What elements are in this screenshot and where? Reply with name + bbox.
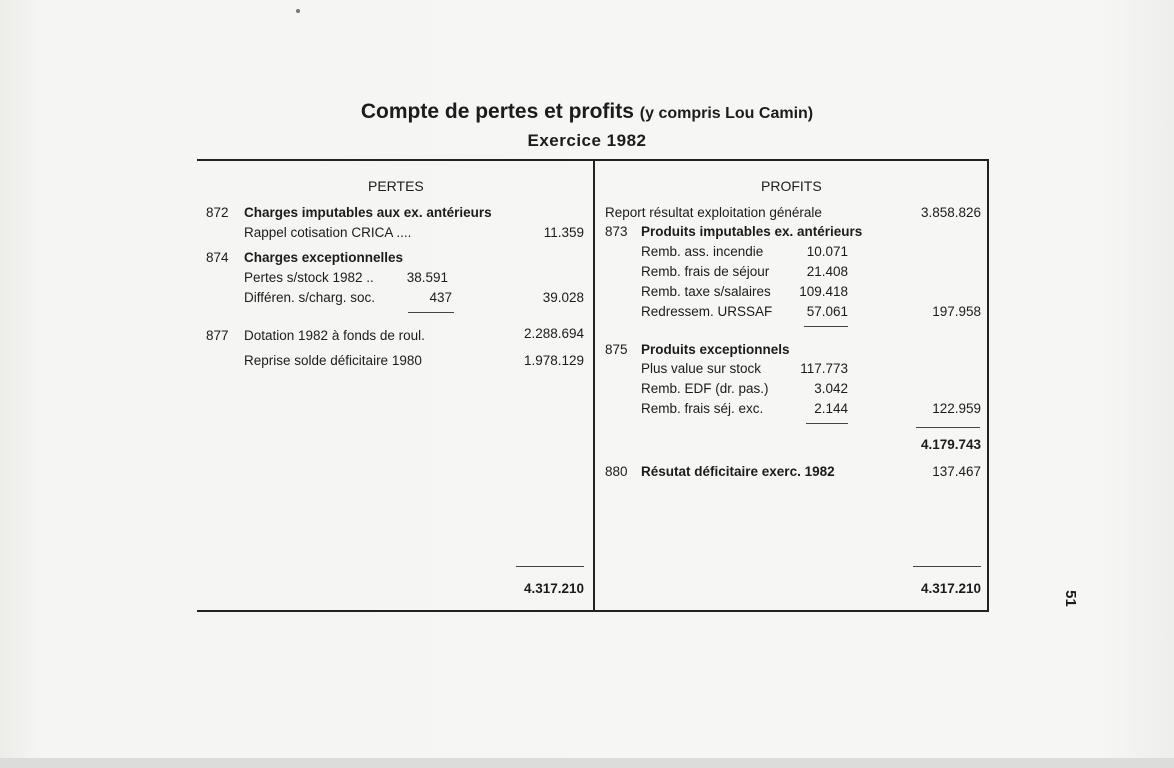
rappel-crica-amount: 11.359	[543, 225, 584, 240]
resultat-deficitaire-amount: 137.467	[932, 464, 981, 479]
produits-exceptionnels-heading: Produits exceptionnels	[641, 342, 790, 357]
charges-exceptionnelles-heading: Charges exceptionnelles	[244, 250, 404, 265]
sum-rule	[916, 427, 980, 428]
subtotal-873: 197.958	[932, 304, 981, 319]
title-main: Compte de pertes et profits	[360, 100, 634, 123]
sejour-amount: 21.408	[806, 264, 848, 279]
report-resultat-label: Report résultat exploitation générale	[605, 205, 822, 220]
frais-exc-label: Remb. frais séj. exc.	[641, 401, 764, 416]
pertes-stock-label: Pertes s/stock 1982 ..	[244, 270, 374, 285]
frais-exc-amount: 2.144	[814, 401, 848, 416]
plus-value-amount: 117.773	[800, 361, 848, 376]
reprise-amount: 1.978.129	[523, 353, 584, 368]
charges-anterieurs-heading: Charges imputables aux ex. antérieurs	[244, 205, 492, 220]
page-title	[0, 100, 1174, 124]
page-edge	[0, 758, 1174, 768]
account-873: 873	[605, 224, 628, 239]
urssaf-amount: 57.061	[806, 304, 848, 319]
incendie-label: Remb. ass. incendie	[641, 244, 764, 259]
subtotal-rule	[804, 326, 848, 327]
account-872: 872	[206, 205, 229, 220]
title-sub: (y compris Lou Camin)	[639, 105, 814, 122]
profits-header: PROFITS	[761, 178, 822, 194]
taxe-amount: 109.418	[799, 284, 848, 299]
differen-label: Différen. s/charg. soc.	[244, 290, 376, 305]
edf-amount: 3.042	[814, 381, 848, 396]
account-874: 874	[206, 250, 229, 265]
incendie-amount: 10.071	[806, 244, 848, 259]
total-rule	[516, 566, 584, 567]
subtotal-rule	[806, 423, 848, 424]
pertes-stock-amount: 38.591	[406, 270, 448, 285]
dotation-amount: 2.288.694	[523, 326, 584, 341]
reprise-label: Reprise solde déficitaire 1980	[244, 353, 422, 368]
rappel-crica-label: Rappel cotisation CRICA ....	[244, 225, 412, 240]
subtotal-875: 122.959	[932, 401, 981, 416]
account-875: 875	[605, 342, 628, 357]
urssaf-label: Redressem. URSSAF	[641, 304, 773, 319]
taxe-label: Remb. taxe s/salaires	[641, 284, 771, 299]
profits-sum: 4.179.743	[920, 437, 981, 452]
pertes-header: PERTES	[368, 178, 424, 194]
sejour-label: Remb. frais de séjour	[641, 264, 770, 279]
total-rule	[913, 566, 981, 567]
page-number: 51	[1061, 590, 1079, 607]
resultat-deficitaire-label: Résutat déficitaire exerc. 1982	[641, 464, 835, 479]
column-divider	[593, 159, 595, 610]
differen-amount: 437	[429, 290, 452, 305]
dotation-label: Dotation 1982 à fonds de roul.	[244, 328, 425, 343]
fiscal-year: Exercice 1982	[527, 131, 647, 150]
account-880: 880	[605, 464, 628, 479]
paper-speck	[296, 9, 300, 13]
subtotal-874: 39.028	[542, 290, 584, 305]
pertes-total: 4.317.210	[523, 581, 584, 596]
subtotal-rule	[408, 312, 454, 313]
report-resultat-amount: 3.858.826	[920, 205, 981, 220]
table-right-border	[987, 159, 989, 610]
profits-total: 4.317.210	[920, 581, 981, 596]
account-877: 877	[206, 328, 229, 343]
edf-label: Remb. EDF (dr. pas.)	[641, 381, 769, 396]
plus-value-label: Plus value sur stock	[641, 361, 762, 376]
produits-anterieurs-heading: Produits imputables ex. antérieurs	[641, 224, 863, 239]
